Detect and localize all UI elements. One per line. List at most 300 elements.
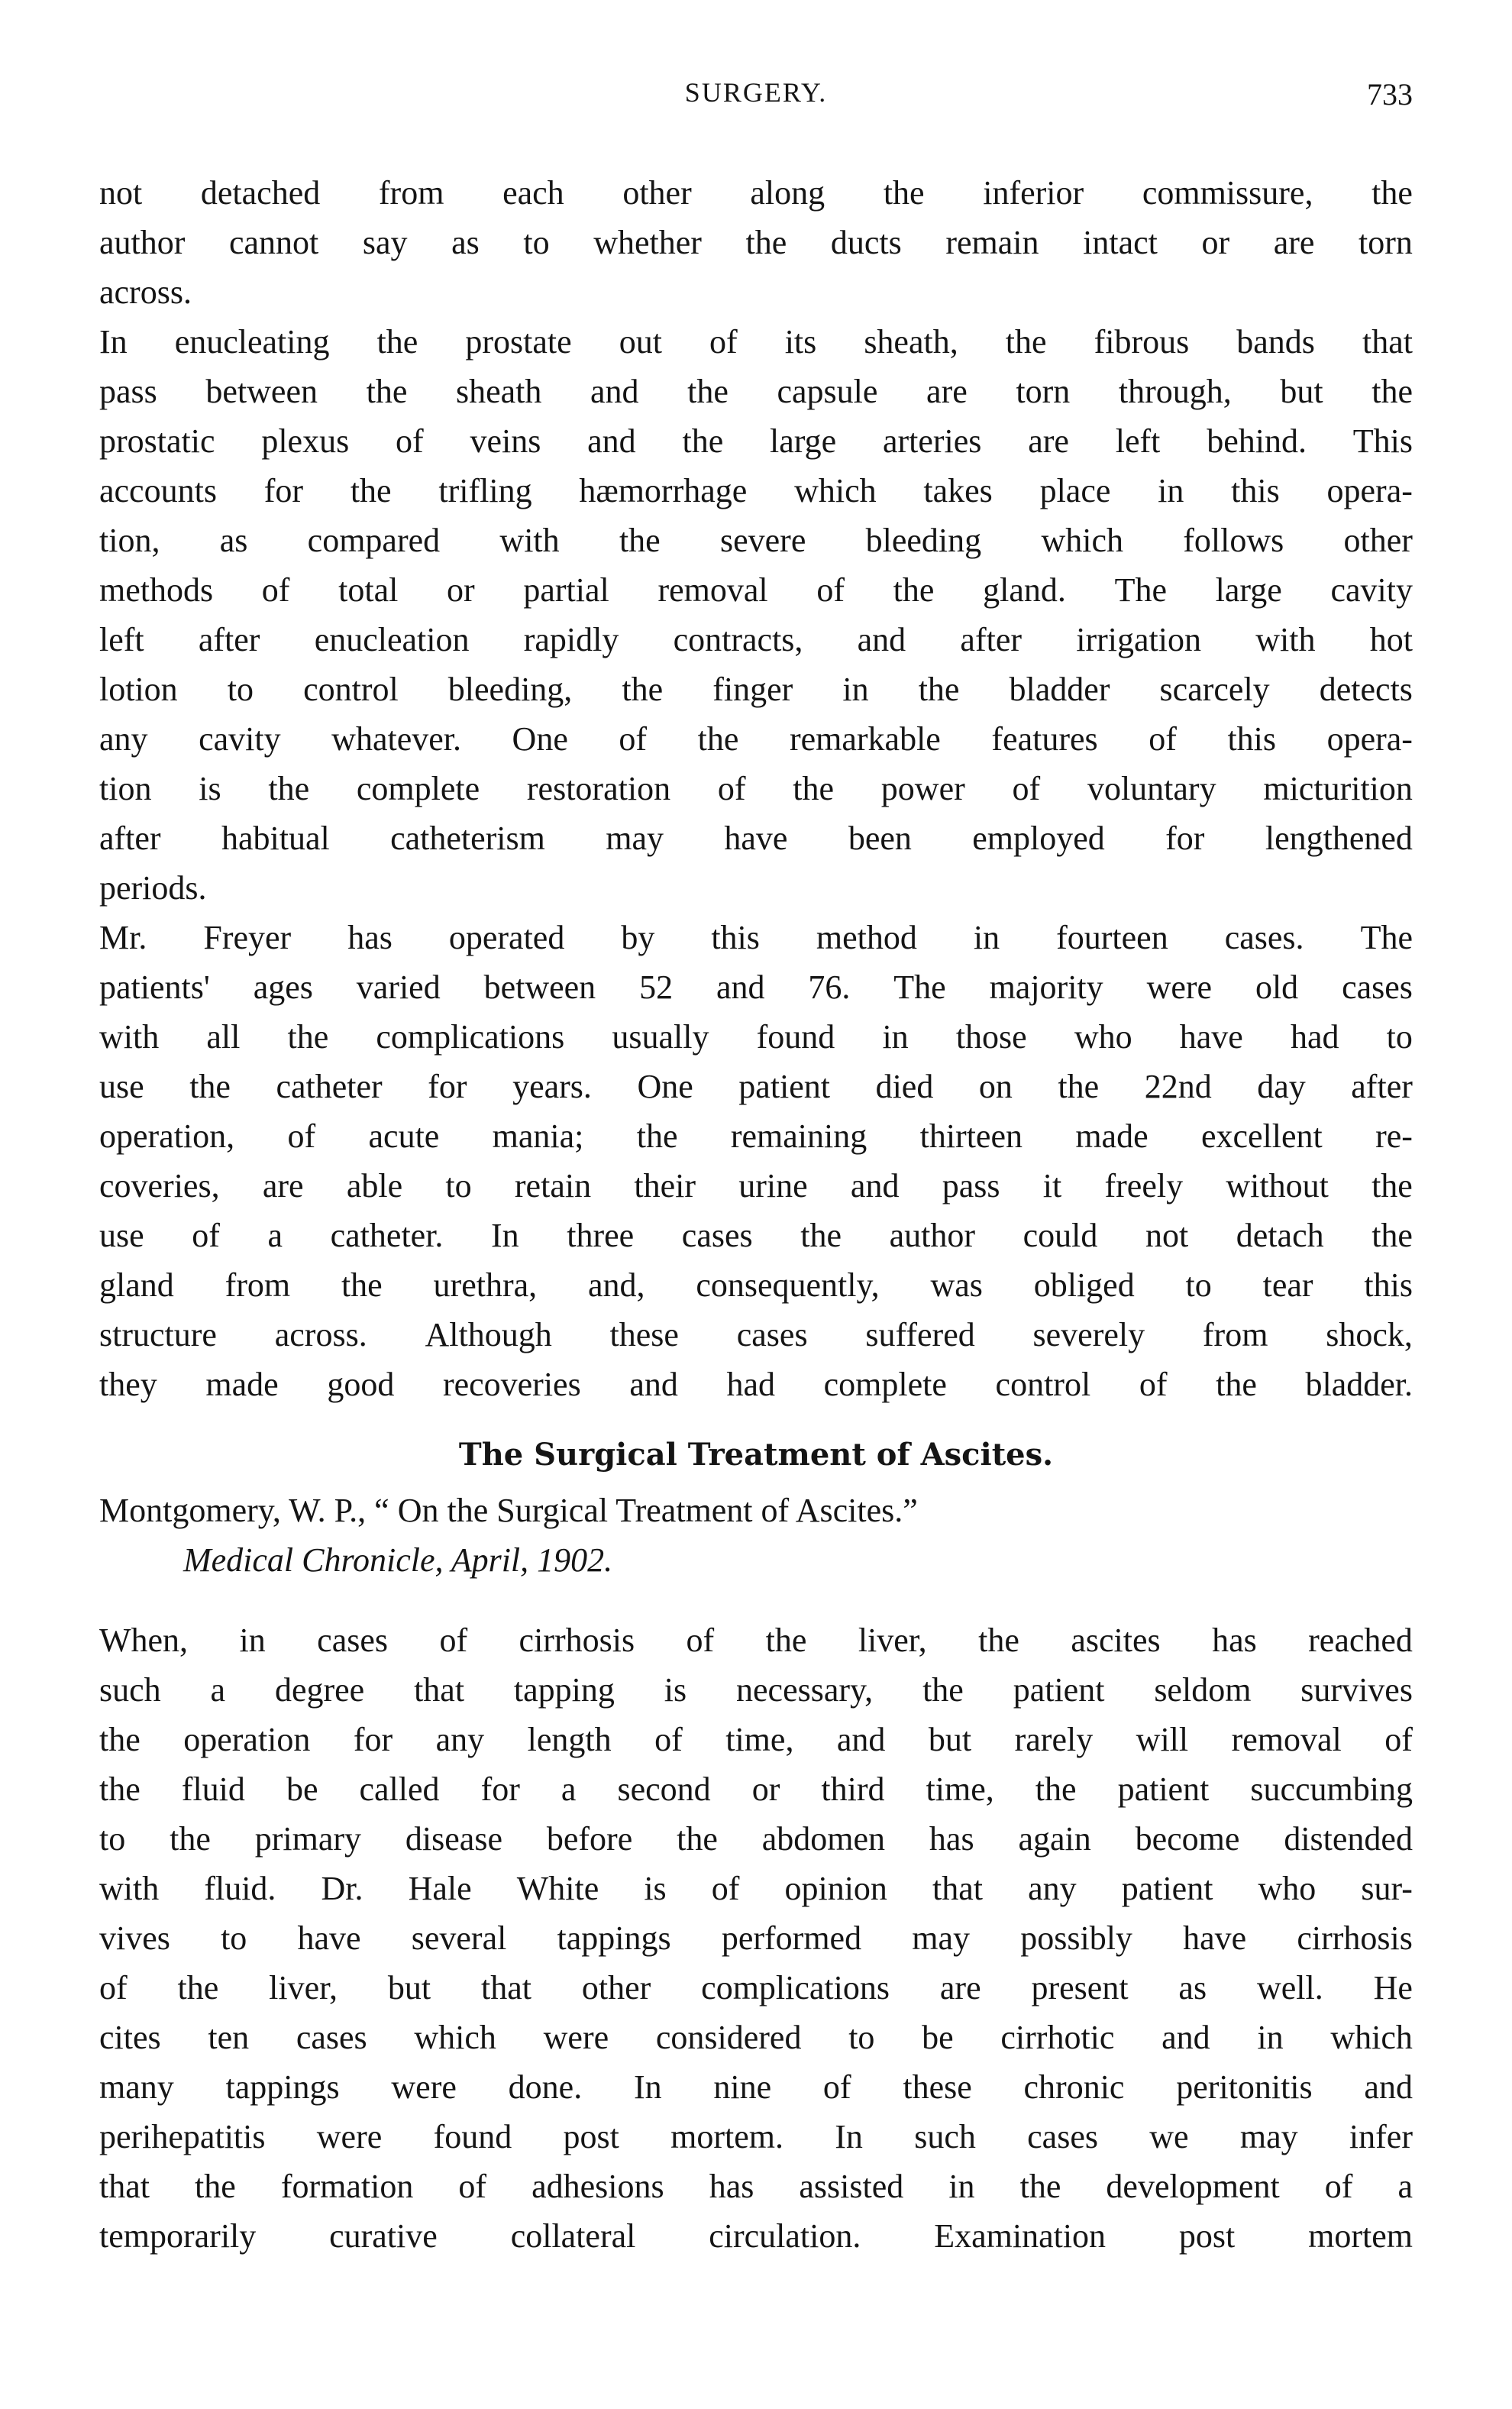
citation-author-title: Montgomery, W. P., “ On the Surgical Treatment of Ascites.” [99, 1492, 918, 1529]
word: complete [823, 1366, 947, 1403]
word: assisted [799, 2168, 904, 2205]
word: the [800, 1217, 842, 1254]
word: are [926, 373, 968, 410]
text-line: periods. [99, 869, 207, 907]
word: One [637, 1068, 693, 1105]
word: prostate [465, 323, 572, 361]
word: a [267, 1217, 283, 1254]
word: rapidly [523, 621, 619, 658]
text-line [99, 913, 1413, 962]
paragraph-continued [99, 168, 1413, 317]
word: have [724, 820, 788, 857]
word: the [350, 472, 392, 509]
word: to [221, 1919, 247, 1957]
word: other [1343, 522, 1413, 559]
word: its [784, 323, 817, 361]
word: When, [99, 1622, 189, 1659]
word: cases [736, 1316, 808, 1353]
word: for [1165, 820, 1205, 857]
word: not [99, 174, 143, 212]
word: has [347, 919, 393, 956]
word: after [1351, 1068, 1413, 1105]
text-line: across. [99, 273, 192, 311]
word: recoveries [442, 1366, 581, 1403]
word: complications [701, 1969, 890, 2006]
word: bleeding [865, 522, 982, 559]
word: are [939, 1969, 981, 2006]
word: are [1273, 224, 1315, 261]
word: trifling [438, 472, 532, 509]
word: mortem. [670, 2118, 783, 2155]
word: sheath [455, 373, 542, 410]
word: day [1257, 1068, 1306, 1105]
word: the [1371, 1217, 1413, 1254]
word: accounts [99, 472, 217, 509]
word: the [622, 671, 664, 708]
word: primary [254, 1820, 362, 1858]
word: takes [923, 472, 993, 509]
word: of [717, 770, 746, 807]
word: in [1257, 2019, 1284, 2056]
word: disease [405, 1820, 502, 1858]
word: and [590, 373, 639, 410]
word: died [875, 1068, 934, 1105]
word: any [435, 1721, 485, 1758]
word: second [617, 1770, 711, 1808]
word: plexus [261, 422, 350, 460]
word: cirrhosis [519, 1622, 635, 1659]
word: are [262, 1167, 304, 1204]
word: tappings [225, 2068, 340, 2106]
word: rarely [1014, 1721, 1094, 1758]
word: with [99, 1018, 160, 1056]
word: the [177, 1969, 219, 2006]
word: pass [99, 373, 157, 410]
word: Although [425, 1316, 552, 1353]
word: author [889, 1217, 975, 1254]
word: the [1216, 1366, 1257, 1403]
word: again [1018, 1820, 1091, 1858]
word: vives [99, 1919, 170, 1957]
text-line [99, 664, 1413, 714]
word: bladder. [1305, 1366, 1413, 1403]
word: urethra, [433, 1266, 538, 1304]
text-line [99, 2162, 1413, 2211]
word: without [1226, 1167, 1329, 1204]
word: ages [253, 968, 313, 1006]
text-line [99, 1913, 1413, 1963]
text-line [99, 764, 1413, 813]
word: other [622, 174, 692, 212]
section-title: The Surgical Treatment of Ascites. [458, 1437, 1054, 1473]
word: from [1202, 1316, 1268, 1353]
word: of [709, 323, 738, 361]
text-line [99, 2112, 1413, 2162]
text-line [99, 416, 1413, 466]
word: the [765, 1622, 807, 1659]
word: finger [712, 671, 793, 708]
word: patient [1013, 1671, 1105, 1709]
word: fourteen [1056, 919, 1168, 956]
word: were [316, 2118, 383, 2155]
word: of [822, 2068, 851, 2106]
word: cases [681, 1217, 753, 1254]
text-line [99, 367, 1413, 416]
word: it [1042, 1167, 1062, 1204]
text-line [99, 2013, 1413, 2062]
word: ducts [830, 224, 902, 261]
word: use [99, 1068, 144, 1105]
text-line [99, 615, 1413, 664]
word: majority [989, 968, 1103, 1006]
word: patient [738, 1068, 831, 1105]
word: veins [470, 422, 541, 460]
word: The [1114, 571, 1167, 609]
word: total [338, 571, 399, 609]
page-header [99, 76, 1413, 137]
word: the [922, 1671, 964, 1709]
word: method [816, 919, 917, 956]
text-line [99, 2062, 1413, 2112]
word: gland [99, 1266, 174, 1304]
word: capsule [777, 373, 878, 410]
word: of [99, 1969, 128, 2006]
word: formation [280, 2168, 414, 2205]
word: survives [1300, 1671, 1413, 1709]
word: curative [329, 2217, 438, 2255]
word: that [1362, 323, 1413, 361]
word: cannot [229, 224, 319, 261]
word: performed [721, 1919, 862, 1957]
text-line [99, 2211, 1413, 2261]
word: Freyer [203, 919, 292, 956]
word: but [1280, 373, 1323, 410]
word: made [205, 1366, 279, 1403]
word: behind. [1207, 422, 1307, 460]
word: be [922, 2019, 954, 2056]
word: and [629, 1366, 678, 1403]
word: in [948, 2168, 975, 2205]
word: of [1149, 720, 1177, 758]
word: will [1136, 1721, 1189, 1758]
word: done. [508, 2068, 583, 2106]
word: tion [99, 770, 152, 807]
text-line [99, 218, 1413, 267]
word: of [654, 1721, 683, 1758]
word: torn [1016, 373, 1071, 410]
word: gland. [983, 571, 1066, 609]
text-line [99, 1615, 1413, 1665]
word: that [481, 1969, 532, 2006]
word: the [687, 373, 729, 410]
word: left [99, 621, 144, 658]
word: Examination [934, 2217, 1107, 2255]
word: cirrhosis [1297, 1919, 1413, 1957]
word: cases [1027, 2118, 1098, 2155]
word: patient [1121, 1870, 1213, 1907]
word: seldom [1154, 1671, 1252, 1709]
word: not [1145, 1217, 1189, 1254]
word: author [99, 224, 186, 261]
word: any [99, 720, 148, 758]
word: many [99, 2068, 174, 2106]
word: the [99, 1770, 141, 1808]
word: complications [376, 1018, 565, 1056]
word: large [1215, 571, 1282, 609]
word: had [1290, 1018, 1339, 1056]
word: cases [1342, 968, 1413, 1006]
word: out [619, 323, 662, 361]
word: and [836, 1721, 886, 1758]
word: a [210, 1671, 226, 1709]
word: found [756, 1018, 835, 1056]
word: Dr. [321, 1870, 363, 1907]
word: with [499, 522, 560, 559]
word: inferior [983, 174, 1084, 212]
word: the [366, 373, 408, 410]
word: fluid [181, 1770, 245, 1808]
word: varied [356, 968, 441, 1006]
word: cases. [1224, 919, 1304, 956]
word: the [376, 323, 418, 361]
word: as [451, 224, 480, 261]
word: structure [99, 1316, 217, 1353]
word: and [1161, 2019, 1210, 2056]
word: the [341, 1266, 383, 1304]
word: place [1039, 472, 1111, 509]
word: the [677, 1820, 718, 1858]
word: to [1386, 1018, 1413, 1056]
word: those [955, 1018, 1027, 1056]
word: detach [1236, 1217, 1324, 1254]
word: left [1115, 422, 1161, 460]
word: employed [972, 820, 1105, 857]
word: operation, [99, 1117, 235, 1155]
word: cirrhotic [1000, 2019, 1115, 2056]
word: prostatic [99, 422, 215, 460]
word: who [1074, 1018, 1132, 1056]
word: and [716, 968, 765, 1006]
running-head: SURGERY. [684, 77, 828, 108]
word: a [561, 1770, 577, 1808]
word: cites [99, 2019, 161, 2056]
word: voluntary [1087, 770, 1216, 807]
word: whether [593, 224, 702, 261]
word: remain [945, 224, 1039, 261]
citation-source: Medical Chronicle, April, 1902. [183, 1541, 613, 1579]
word: in [973, 919, 1000, 956]
text-line [99, 813, 1413, 863]
word: has [709, 2168, 754, 2205]
word: catheterism [390, 820, 545, 857]
word: scarcely [1159, 671, 1270, 708]
word: has [929, 1820, 974, 1858]
body-text [99, 168, 1413, 2261]
word: irrigation [1076, 621, 1201, 658]
text-line [99, 1260, 1413, 1310]
word: time, [725, 1721, 794, 1758]
word: hæmorrhage [579, 472, 748, 509]
word: Hale [408, 1870, 472, 1907]
word: as [1178, 1969, 1207, 2006]
word: three [567, 1217, 635, 1254]
word: who [1258, 1870, 1317, 1907]
word: habitual [221, 820, 330, 857]
word: this [711, 919, 760, 956]
word: years. [512, 1068, 592, 1105]
word: after [198, 621, 260, 658]
word: development [1106, 2168, 1280, 2205]
word: sur- [1361, 1870, 1413, 1907]
word: is [664, 1671, 687, 1709]
word: this [1231, 472, 1280, 509]
word: cavity [1330, 571, 1413, 609]
text-line [99, 1310, 1413, 1360]
word: called [359, 1770, 440, 1808]
word: tappings [557, 1919, 671, 1957]
word: post [563, 2118, 619, 2155]
text-line [99, 1111, 1413, 1161]
word: detached [200, 174, 321, 212]
word: The [893, 968, 946, 1006]
word: fluid. [204, 1870, 276, 1907]
text-line [99, 1715, 1413, 1764]
word: on [978, 1068, 1013, 1105]
word: be [286, 1770, 318, 1808]
word: urine [738, 1167, 808, 1204]
word: adhesions [531, 2168, 664, 2205]
word: One [512, 720, 568, 758]
text-line [99, 516, 1413, 565]
word: He [1373, 1969, 1413, 2006]
word: obliged [1033, 1266, 1135, 1304]
word: from [225, 1266, 291, 1304]
word: operated [448, 919, 565, 956]
text-line [99, 1062, 1413, 1111]
word: control [995, 1366, 1091, 1403]
word: shock, [1326, 1316, 1413, 1353]
word: of [192, 1217, 220, 1254]
word: lengthened [1265, 820, 1413, 857]
word: we [1149, 2118, 1189, 2155]
word: micturition [1263, 770, 1413, 807]
word: had [726, 1366, 776, 1403]
word: the [893, 571, 935, 609]
word: considered [655, 2019, 802, 2056]
word: infer [1349, 2118, 1413, 2155]
word: was [930, 1266, 983, 1304]
word: present [1031, 1969, 1129, 2006]
word: and [857, 621, 906, 658]
word: after [960, 621, 1023, 658]
word: whatever. [331, 720, 461, 758]
word: third [821, 1770, 885, 1808]
word: in [239, 1622, 266, 1659]
word: of [439, 1622, 468, 1659]
word: of [1012, 770, 1041, 807]
word: length [527, 1721, 612, 1758]
text-line [99, 565, 1413, 615]
word: this [1227, 720, 1277, 758]
word: post [1178, 2217, 1236, 2255]
word: tear [1262, 1266, 1313, 1304]
word: bands [1236, 323, 1315, 361]
word: across. [274, 1316, 367, 1353]
word: In [99, 323, 128, 361]
word: Mr. [99, 919, 147, 956]
word: have [297, 1919, 361, 1957]
word: retain [514, 1167, 592, 1204]
word: and [587, 422, 636, 460]
word: distended [1284, 1820, 1413, 1858]
word: opera- [1326, 720, 1413, 758]
word: which [794, 472, 877, 509]
word: cases [296, 2019, 367, 2056]
text-line [99, 317, 1413, 367]
word: they [99, 1366, 157, 1403]
word: the [745, 224, 787, 261]
word: detects [1319, 671, 1413, 708]
word: that [414, 1671, 465, 1709]
word: of [711, 1870, 740, 1907]
word: the [1005, 323, 1047, 361]
word: the [883, 174, 925, 212]
word: mania; [492, 1117, 584, 1155]
word: which [1041, 522, 1123, 559]
text-line [99, 466, 1413, 516]
word: succumbing [1250, 1770, 1413, 1808]
word: of [458, 2168, 487, 2205]
word: able [346, 1167, 403, 1204]
paragraph-ascites [99, 1615, 1413, 2261]
word: 22nd [1144, 1068, 1212, 1105]
word: re- [1375, 1117, 1413, 1155]
word: for [353, 1721, 393, 1758]
word: perihepatitis [99, 2118, 266, 2155]
word: hot [1369, 621, 1413, 658]
word: these [903, 2068, 972, 2106]
word: cavity [199, 720, 281, 758]
word: say [362, 224, 408, 261]
word: the [268, 770, 310, 807]
word: all [206, 1018, 241, 1056]
text-line [99, 1211, 1413, 1260]
word: become [1135, 1820, 1240, 1858]
word: methods [99, 571, 214, 609]
word: opera- [1326, 472, 1413, 509]
word: the [636, 1117, 678, 1155]
word: each [502, 174, 564, 212]
word: of [396, 422, 424, 460]
word: lotion [99, 671, 178, 708]
text-line [99, 1161, 1413, 1211]
word: the [978, 1622, 1019, 1659]
word: has [1212, 1622, 1257, 1659]
word: but [928, 1721, 972, 1758]
word: the [189, 1068, 231, 1105]
word: are [1028, 422, 1069, 460]
word: found [433, 2118, 512, 2155]
word: 52 [639, 968, 674, 1006]
word: good [327, 1366, 395, 1403]
text-line [99, 714, 1413, 764]
word: nine [713, 2068, 772, 2106]
word: thirteen [919, 1117, 1023, 1155]
word: of [816, 571, 845, 609]
word: ten [208, 2019, 250, 2056]
word: liver, [858, 1622, 927, 1659]
word: of [261, 571, 290, 609]
